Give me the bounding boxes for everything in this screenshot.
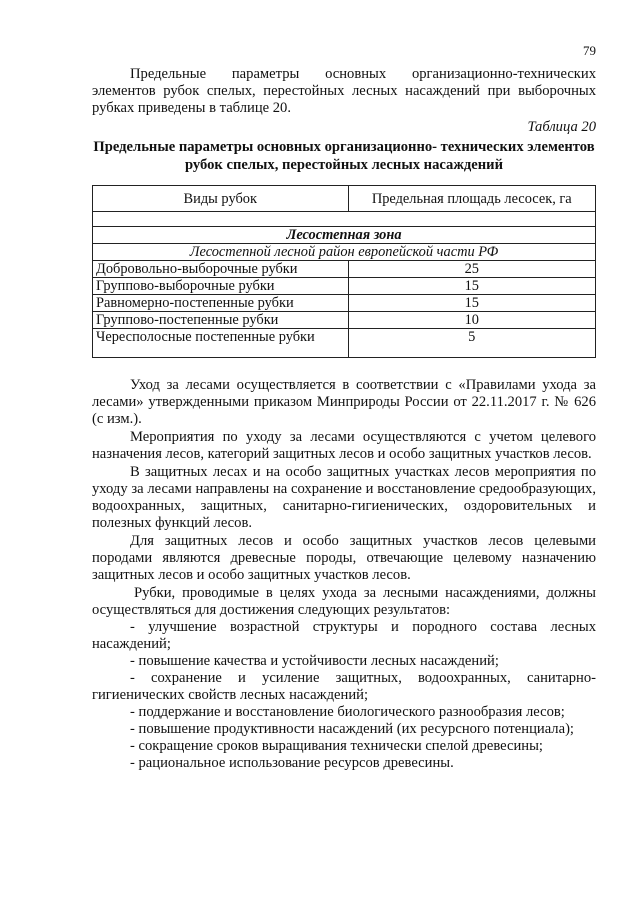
table-zone-row [93,227,596,244]
list-item: - улучшение возрастной структуры и породного состава лесных насаждений; [92,619,596,652]
area-cell: 25 [348,261,595,278]
table-row [93,295,596,312]
page-number: 79 [583,43,596,58]
list-item: - сокращение сроков выращивания технически спелой древесины; [130,738,543,754]
table-region-row [93,244,596,261]
list-item: - повышение продуктивности насаждений (их ресурсного потенциала); [130,721,574,737]
table-row [93,312,596,329]
list-item: - поддержание и восстановление биологического разнообразия лесов; [130,704,565,720]
harvest-limits-table [92,185,596,358]
body-paragraph: В защитных лесах и на особо защитных участках лесов мероприятия по уходу за лесами направлены на сохранение и восстановление средообразующих, водоохранных, защитных, санитарно-гигиенических, оздоровительных и полезных функций лесов. [92,464,596,531]
harvest-type-cell: Группово-выборочные рубки [93,278,349,295]
page-content [92,66,596,772]
body-paragraph: Уход за лесами осуществляется в соответствии с «Правилами ухода за лесами» утвержденными приказом Минприроды России от 22.11.2017 г. № 626 (с изм.). [92,377,596,427]
zone-label: Лесостепная зона [93,227,596,244]
body-paragraph: Рубки, проводимые в целях ухода за лесными насаждениями, должны осуществляться для достижения следующих результатов: [92,585,596,618]
harvest-type-cell: Добровольно-выборочные рубки [93,261,349,278]
table-header-row [93,186,596,212]
table-row [93,278,596,295]
table-empty-row [93,212,596,227]
list-item: - рациональное использование ресурсов древесины. [130,755,454,771]
empty-cell [93,212,596,227]
body-paragraph: Для защитных лесов и особо защитных участков лесов целевыми породами являются древесные породы, отвечающие целевому назначению защитных лесов и особо защитных участков лесов. [92,533,596,583]
harvest-type-cell: Равномерно-постепенные рубки [93,295,349,312]
body-paragraph: Мероприятия по уходу за лесами осуществляются с учетом целевого назначения лесов, категорий защитных лесов и особо защитных участков лесов. [92,429,596,462]
table-title: Предельные параметры основных организационно- технических элементов рубок спелых, перестойных лесных насаждений [93,139,595,173]
area-cell: 15 [348,295,595,312]
table-row [93,329,596,358]
list-item: - повышение качества и устойчивости лесных насаждений; [130,653,499,669]
results-list [92,619,596,772]
area-cell: 15 [348,278,595,295]
table-caption: Таблица 20 [527,119,596,135]
table-row [93,261,596,278]
area-cell: 10 [348,312,595,329]
harvest-type-cell: Группово-постепенные рубки [93,312,349,329]
header-harvest-type: Виды рубок [93,186,349,212]
list-item: - сохранение и усиление защитных, водоохранных, санитарно-гигиенических свойств лесных насаждений; [92,670,596,703]
area-cell: 5 [348,329,595,358]
header-max-area: Предельная площадь лесосек, га [348,186,595,212]
intro-paragraph: Предельные параметры основных организационно-технических элементов рубок спелых, перестойных лесных насаждений при выборочных рубках приведены в таблице 20. [92,66,596,116]
region-label: Лесостепной лесной район европейской части РФ [93,244,596,261]
harvest-type-cell: Чересполосные постепенные рубки [93,329,349,358]
